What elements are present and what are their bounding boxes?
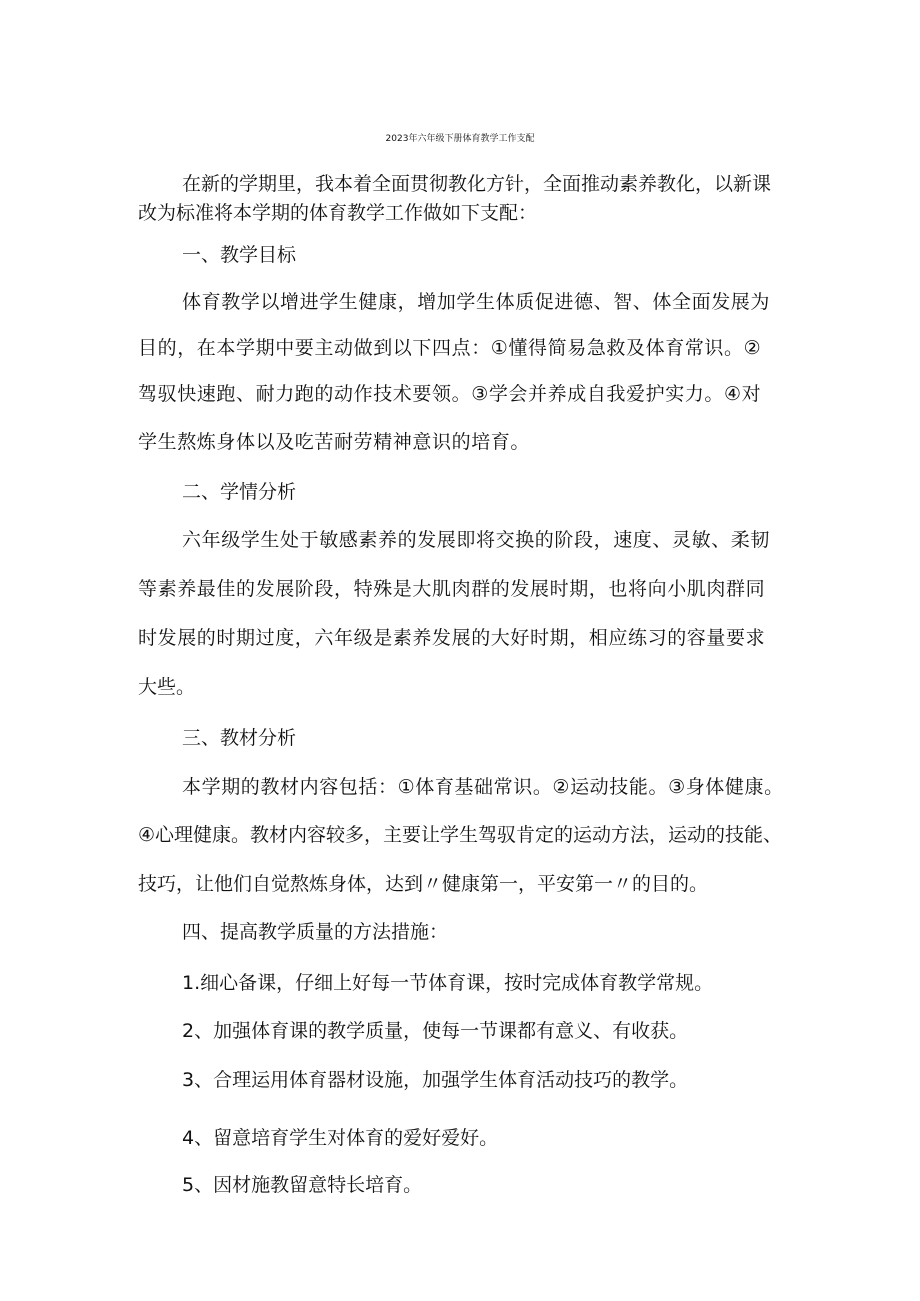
paragraph-line: 等素养最佳的发展阶段，特殊是大肌肉群的发展时期，也将向小肌肉群同 bbox=[138, 578, 766, 600]
paragraph-line: ④心理健康。教材内容较多，主要让学生驾驭肯定的运动方法，运动的技能、 bbox=[138, 824, 783, 846]
paragraph-line: 时发展的时期过度，六年级是素养发展的大好时期，相应练习的容量要求 bbox=[138, 627, 766, 649]
section-heading: 二、学情分析 bbox=[182, 481, 297, 503]
paragraph-line: 体育教学以增进学生健康，增加学生体质促进德、智、体全面发展为 bbox=[182, 291, 771, 313]
paragraph-line: 本学期的教材内容包括：①体育基础常识。②运动技能。③身体健康。 bbox=[182, 776, 784, 798]
section-heading: 三、教材分析 bbox=[182, 727, 297, 749]
list-item: 5、因材施教留意特长培育。 bbox=[182, 1174, 423, 1196]
paragraph-line: 大些。 bbox=[138, 676, 196, 698]
section-heading: 四、提高教学质量的方法措施： bbox=[182, 921, 449, 943]
paragraph-line: 驾驭快速跑、耐力跑的动作技术要领。③学会并养成自我爱护实力。④对 bbox=[138, 383, 762, 405]
paragraph-line: 目的，在本学期中要主动做到以下四点：①懂得简易急救及体育常识。② bbox=[138, 337, 762, 359]
intro-line: 改为标准将本学期的体育教学工作做如下支配： bbox=[138, 202, 538, 224]
section-heading: 一、教学目标 bbox=[182, 244, 297, 266]
paragraph-line: 六年级学生处于敏感素养的发展即将交换的阶段，速度、灵敏、柔韧 bbox=[182, 529, 771, 551]
document-title: 2023年六年级下册体育教学工作支配 bbox=[385, 134, 535, 144]
intro-line: 在新的学期里，我本着全面贯彻教化方针，全面推动素养教化，以新课 bbox=[182, 173, 772, 195]
paragraph-line: 学生熬炼身体以及吃苦耐劳精神意识的培育。 bbox=[138, 431, 531, 453]
list-item: 2、加强体育课的教学质量，使每一节课都有意义、有收获。 bbox=[182, 1020, 689, 1042]
paragraph-line: 技巧，让他们自觉熬炼身体，达到〃健康第一，平安第一〃的目的。 bbox=[138, 873, 709, 895]
list-item: 3、合理运用体育器材设施，加强学生体育活动技巧的教学。 bbox=[182, 1069, 689, 1091]
list-item: 1.细心备课，仔细上好每一节体育课，按时完成体育教学常规。 bbox=[182, 972, 714, 994]
list-item: 4、留意培育学生对体育的爱好爱好。 bbox=[182, 1127, 499, 1149]
